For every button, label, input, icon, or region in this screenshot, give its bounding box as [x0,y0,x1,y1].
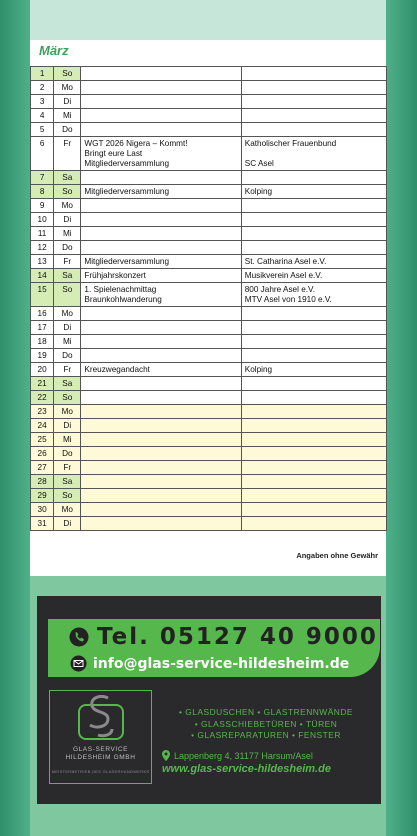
organizer-cell [241,241,386,255]
phone-number: Tel. 05127 40 9000 [97,624,378,650]
organizer-cell [241,213,386,227]
day-number: 14 [31,269,54,283]
weekday: Do [54,241,81,255]
calendar-row [31,461,387,475]
organizer-cell: 800 Jahre Asel e.V. MTV Asel von 1910 e.V. [241,283,386,307]
organizer-cell [241,447,386,461]
weekday: Fr [54,137,81,171]
day-number: 12 [31,241,54,255]
day-number: 8 [31,185,54,199]
day-number: 11 [31,227,54,241]
event-cell [81,461,241,475]
weekday: Fr [54,461,81,475]
organizer-cell [241,307,386,321]
organizer-cell [241,475,386,489]
mail-icon [70,655,87,672]
calendar-row [31,137,387,171]
event-cell [81,227,241,241]
weekday: Mi [54,335,81,349]
organizer-cell [241,109,386,123]
organizer-cell [241,321,386,335]
weekday: Sa [54,171,81,185]
organizer-cell [241,199,386,213]
weekday: Mi [54,227,81,241]
day-number: 31 [31,517,54,531]
event-cell [81,349,241,363]
glass-logo-icon [78,695,124,745]
phone-line [69,624,378,650]
weekday: Mi [54,433,81,447]
day-number: 17 [31,321,54,335]
weekday: Di [54,321,81,335]
weekday: Fr [54,363,81,377]
calendar-row [31,475,387,489]
weekday: Mo [54,199,81,213]
calendar-row [31,433,387,447]
event-cell [81,123,241,137]
event-cell [81,503,241,517]
weekday: Sa [54,377,81,391]
calendar-row [31,447,387,461]
location-pin-icon [162,750,170,761]
event-cell [81,109,241,123]
organizer-cell [241,95,386,109]
event-cell [81,517,241,531]
weekday: Do [54,447,81,461]
weekday: So [54,489,81,503]
organizer-cell [241,81,386,95]
calendar-row [31,405,387,419]
day-number: 26 [31,447,54,461]
day-number: 13 [31,255,54,269]
calendar-row [31,269,387,283]
calendar-row [31,109,387,123]
calendar-row [31,241,387,255]
event-cell [81,307,241,321]
calendar-row [31,321,387,335]
weekday: Sa [54,269,81,283]
weekday: Mi [54,109,81,123]
event-cell [81,95,241,109]
weekday: Mo [54,307,81,321]
calendar-row [31,283,387,307]
address-text: Lappenberg 4, 31177 Harsum/Asel [174,750,313,761]
organizer-cell: Katholischer Frauenbund SC Asel [241,137,386,171]
day-number: 9 [31,199,54,213]
services-line: • GLASSCHIEBETÜREN • TÜREN [194,718,338,729]
day-number: 30 [31,503,54,517]
event-cell [81,241,241,255]
calendar-row [31,349,387,363]
calendar-row [31,213,387,227]
event-cell [81,475,241,489]
disclaimer: Angaben ohne Gewähr [296,551,378,560]
phone-icon [69,627,89,647]
day-number: 15 [31,283,54,307]
month-title: März [39,43,69,58]
event-cell: Mitgliederversammlung [81,185,241,199]
day-number: 16 [31,307,54,321]
event-cell [81,335,241,349]
organizer-cell [241,171,386,185]
day-number: 22 [31,391,54,405]
top-band [30,0,386,40]
event-cell [81,321,241,335]
organizer-cell [241,461,386,475]
services-line: • GLASREPARATUREN • FENSTER [191,730,341,740]
company-logo [49,690,152,784]
calendar-row [31,81,387,95]
day-number: 10 [31,213,54,227]
calendar-row [31,123,387,137]
day-number: 25 [31,433,54,447]
event-cell: WGT 2026 Nigera – Kommt! Bringt eure Last Mitgliederversammlung [81,137,241,171]
event-cell [81,447,241,461]
event-cell: Mitgliederversammlung [81,255,241,269]
weekday: Sa [54,475,81,489]
day-number: 28 [31,475,54,489]
organizer-cell [241,489,386,503]
calendar-row [31,363,387,377]
event-cell [81,67,241,81]
event-cell [81,405,241,419]
organizer-cell [241,391,386,405]
day-number: 21 [31,377,54,391]
day-number: 27 [31,461,54,475]
weekday: Di [54,517,81,531]
email-address: info@glas-service-hildesheim.de [93,655,350,672]
calendar-row [31,419,387,433]
event-cell [81,199,241,213]
event-cell: Kreuzwegandacht [81,363,241,377]
logo-name-line2: HILDESHEIM GMBH [65,754,136,761]
organizer-cell [241,227,386,241]
calendar-row [31,377,387,391]
weekday: Fr [54,255,81,269]
weekday: So [54,67,81,81]
event-cell [81,489,241,503]
address-line [162,750,313,761]
day-number: 2 [31,81,54,95]
calendar-row [31,95,387,109]
organizer-cell [241,349,386,363]
weekday: Mo [54,405,81,419]
organizer-cell: Musikverein Asel e.V. [241,269,386,283]
logo-name-line1: GLAS-SERVICE [72,746,129,753]
website-link[interactable]: www.glas-service-hildesheim.de [162,763,331,775]
event-cell [81,377,241,391]
weekday: Mo [54,503,81,517]
organizer-cell [241,419,386,433]
organizer-cell: Kolping [241,185,386,199]
weekday: Mo [54,81,81,95]
calendar-row [31,335,387,349]
calendar-table [30,66,387,531]
weekday: So [54,391,81,405]
weekday: Di [54,95,81,109]
event-cell [81,81,241,95]
day-number: 3 [31,95,54,109]
organizer-cell [241,377,386,391]
weekday: So [54,185,81,199]
calendar-row [31,489,387,503]
day-number: 20 [31,363,54,377]
event-cell [81,391,241,405]
event-cell: 1. Spielenachmittag Braunkohlwanderung [81,283,241,307]
weekday: Do [54,123,81,137]
calendar-row [31,185,387,199]
logo-company-name [50,746,151,762]
weekday: Do [54,349,81,363]
calendar-row [31,307,387,321]
email-line [70,655,349,672]
organizer-cell: Kolping [241,363,386,377]
calendar-row [31,199,387,213]
event-cell: Frühjahrskonzert [81,269,241,283]
calendar-row [31,171,387,185]
weekday: So [54,283,81,307]
event-cell [81,419,241,433]
calendar-row [31,67,387,81]
day-number: 18 [31,335,54,349]
weekday: Di [54,419,81,433]
organizer-cell [241,503,386,517]
day-number: 6 [31,137,54,171]
calendar-row [31,517,387,531]
organizer-cell [241,67,386,81]
month-header [30,40,386,64]
weekday: Di [54,213,81,227]
organizer-cell [241,433,386,447]
organizer-cell: St. Catharina Asel e.V. [241,255,386,269]
event-cell [81,433,241,447]
day-number: 4 [31,109,54,123]
logo-tagline: MEISTERBETRIEB DES GLASERHANDWERKS [51,769,150,774]
event-cell [81,171,241,185]
day-number: 1 [31,67,54,81]
organizer-cell [241,123,386,137]
event-cell [81,213,241,227]
services-line: • GLASDUSCHEN • GLASTRENNWÄNDE [179,707,353,717]
day-number: 19 [31,349,54,363]
calendar-row [31,391,387,405]
organizer-cell [241,405,386,419]
day-number: 7 [31,171,54,185]
organizer-cell [241,335,386,349]
organizer-cell [241,517,386,531]
calendar-row [31,227,387,241]
calendar-row [31,503,387,517]
day-number: 5 [31,123,54,137]
services-list [156,707,376,742]
day-number: 29 [31,489,54,503]
day-number: 23 [31,405,54,419]
day-number: 24 [31,419,54,433]
calendar-row [31,255,387,269]
